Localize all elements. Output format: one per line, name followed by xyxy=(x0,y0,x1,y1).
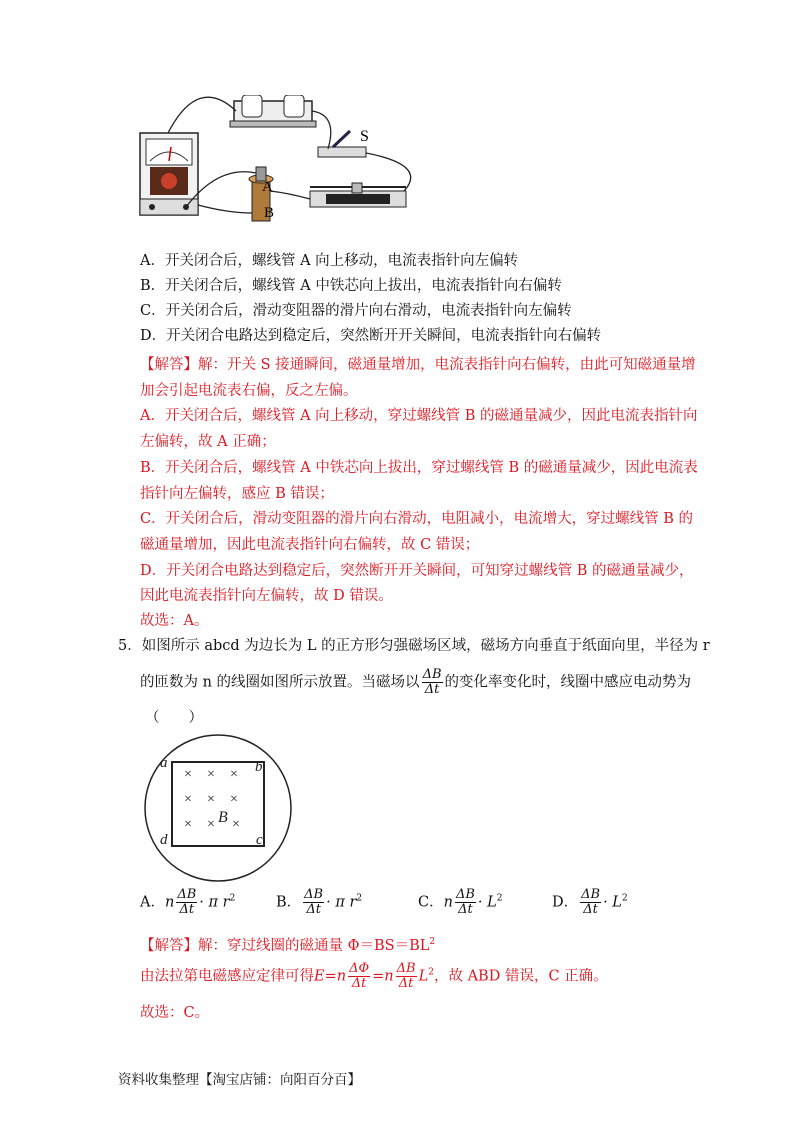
answer-q4-line-8: 磁通量增加，因此电流表指针向右偏转，故 C 错误； xyxy=(140,537,480,553)
field-cross: × xyxy=(230,792,238,807)
field-label-b: B xyxy=(218,809,228,826)
corner-c: c xyxy=(256,832,263,848)
label-b: B xyxy=(264,205,275,221)
field-cross: × xyxy=(232,817,240,832)
answer-q4-line-1: 【解答】解：开关 S 接通瞬间，磁通量增加，电流表指针向右偏转，由此可知磁通量增 xyxy=(140,357,696,373)
answer-q5-line-2: 由法拉第电磁感应定律可得E=n $\frac{\Delta\Phi}{\Delta t}$ =n $\frac{\Delta B}{\Delta t}$ $L^2$，故 ABD 错误，C 正确。 xyxy=(140,961,608,991)
option-a: A．开关闭合后，螺线管 A 向上移动，电流表指针向左偏转 xyxy=(140,253,519,269)
answer-q4-line-7: C．开关闭合后，滑动变阻器的滑片向右滑动，电阻减小，电流增大，穿过螺线管 B 的 xyxy=(140,511,693,527)
label-a: A xyxy=(262,179,273,195)
corner-a: a xyxy=(160,755,168,771)
footer-text: 资料收集整理【淘宝店铺：向阳百分百】 xyxy=(118,1072,361,1088)
rate-fraction: $\frac{\Delta B}{\Delta t}$ xyxy=(422,667,442,697)
option-b: B．开关闭合后，螺线管 A 中铁芯向上拔出，电流表指针向右偏转 xyxy=(140,278,562,294)
q5-option-a: A．n $\frac{\Delta B}{\Delta t}$ · π $r^2$ xyxy=(140,887,236,917)
answer-q4-line-5: B．开关闭合后，螺线管 A 中铁芯向上拔出，穿过螺线管 B 的磁通量减少，因此电流表 xyxy=(140,460,698,476)
circuit-apparatus-figure xyxy=(138,95,420,225)
field-cross: × xyxy=(207,767,215,782)
field-cross: × xyxy=(184,767,192,782)
option-c: C．开关闭合后，滑动变阻器的滑片向右滑动，电流表指针向左偏转 xyxy=(140,303,572,319)
q5-option-b: B． $\frac{\Delta B}{\Delta t}$ · π $r^2$ xyxy=(276,887,363,917)
label-s: S xyxy=(360,128,369,145)
field-cross: × xyxy=(230,767,238,782)
field-cross: × xyxy=(207,817,215,832)
answer-blank: （ ） xyxy=(145,710,203,726)
answer-q4-line-6: 指针向左偏转，感应 B 错误； xyxy=(140,486,334,502)
answer-q5-line-1: 【解答】解：穿过线圈的磁通量 $\Phi=BS=BL^2$ xyxy=(140,937,436,954)
answer-q4-choice: 故选：A。 xyxy=(140,613,209,629)
answer-q5-choice: 故选：C。 xyxy=(140,1005,210,1021)
coil-field-figure xyxy=(138,732,298,884)
field-cross: × xyxy=(184,792,192,807)
q5-option-d: D． $\frac{\Delta B}{\Delta t}$ · $L^2$ xyxy=(552,887,628,917)
answer-q4-line-4: 左偏转，故 A 正确； xyxy=(140,434,276,450)
field-cross: × xyxy=(184,817,192,832)
answer-q4-line-10: 因此电流表指针向左偏转，故 D 错误。 xyxy=(140,588,393,604)
question-number: 5． xyxy=(118,638,142,654)
option-d: D．开关闭合电路达到稳定后，突然断开开关瞬间，电流表指针向右偏转 xyxy=(140,328,602,344)
answer-q4-line-2: 加会引起电流表右偏，反之左偏。 xyxy=(140,383,358,399)
corner-d: d xyxy=(160,832,168,848)
q5-option-c: C．n $\frac{\Delta B}{\Delta t}$ · $L^2$ xyxy=(418,887,503,917)
question-5-line-1: 5．如图所示 abcd 为边长为 L 的正方形匀强磁场区域，磁场方向垂直于纸面向里，半径为 r xyxy=(118,638,710,654)
answer-q4-line-3: A．开关闭合后，螺线管 A 向上移动，穿过螺线管 B 的磁通量减少，因此电流表指针向 xyxy=(140,408,698,424)
question-5-line-2: 的匝数为 n 的线圈如图所示放置。当磁场以 $\frac{\Delta B}{\Delta t}$ 的变化率变化时，线圈中感应电动势为 xyxy=(140,667,692,697)
answer-q4-line-9: D．开关闭合电路达到稳定后，突然断开开关瞬间，可知穿过螺线管 B 的磁通量减少， xyxy=(140,563,694,579)
corner-b: b xyxy=(255,759,263,775)
field-cross: × xyxy=(207,792,215,807)
answer-tag: 【解答】 xyxy=(140,357,198,373)
